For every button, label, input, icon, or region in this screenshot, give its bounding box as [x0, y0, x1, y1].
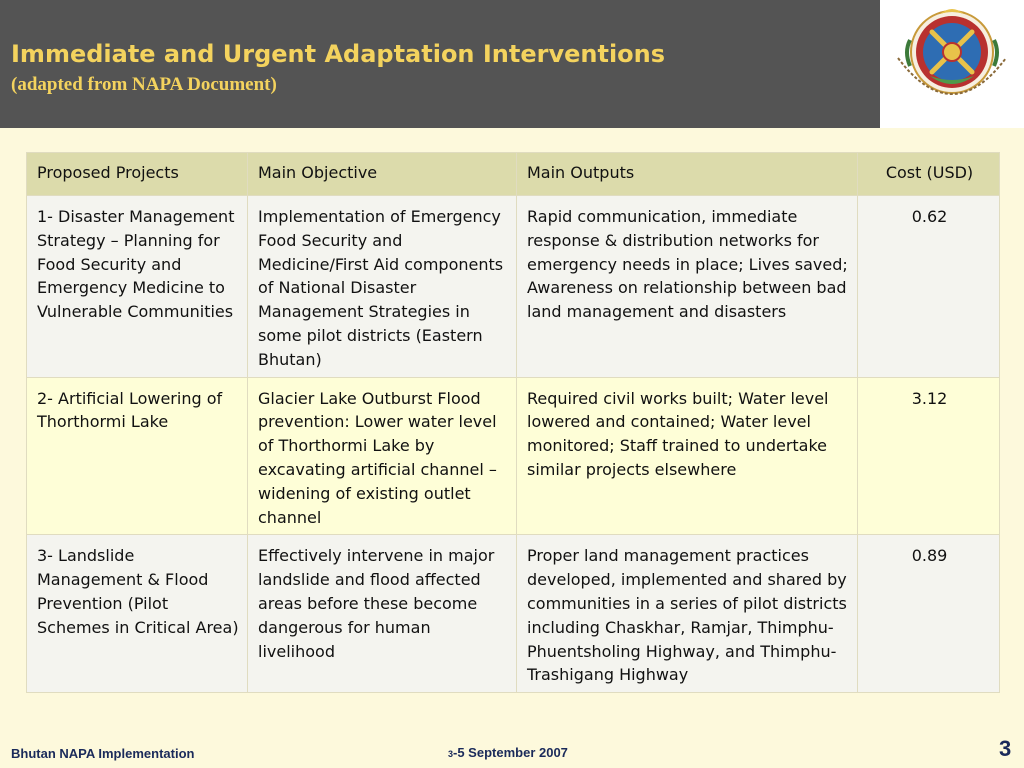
- table-row: [27, 535, 1000, 693]
- title-banner: [0, 0, 880, 128]
- project-cell: 3- Landslide Management & Flood Prevention (Pilot Schemes in Critical Area): [27, 535, 248, 693]
- footer-date-main: -5 September 2007: [453, 745, 568, 760]
- outputs-cell: Proper land management practices developed, implemented and shared by communities in a series of pilot districts including Chaskhar, Ramjar, Thimphu-Phuentsholing Highway, and Thimphu-Trashigang Highway: [517, 535, 858, 693]
- outputs-cell: Required civil works built; Water level lowered and contained; Water level monitored; Staff trained to undertake similar projects elsewhere: [517, 377, 858, 535]
- objective-cell: Implementation of Emergency Food Security and Medicine/First Aid components of National Disaster Management Strategies in some pilot districts (Eastern Bhutan): [248, 196, 517, 378]
- header-proposed-projects: Proposed Projects: [27, 153, 248, 196]
- slide-subtitle: (adapted from NAPA Document): [11, 74, 277, 95]
- cost-cell: 0.89: [858, 535, 1000, 693]
- project-cell: 2- Artificial Lowering of Thorthormi Lake: [27, 377, 248, 535]
- bhutan-emblem-icon: [880, 0, 1024, 128]
- footer-organization: Bhutan NAPA Implementation: [11, 746, 195, 761]
- header-main-outputs: Main Outputs: [517, 153, 858, 196]
- cost-cell: 0.62: [858, 196, 1000, 378]
- project-cell: 1- Disaster Management Strategy – Planning for Food Security and Emergency Medicine to Vulnerable Communities: [27, 196, 248, 378]
- page-number: 3: [999, 736, 1012, 761]
- header-main-objective: Main Objective: [248, 153, 517, 196]
- table-header-row: [27, 153, 1000, 196]
- footer-date: [448, 745, 568, 760]
- table-row: [27, 196, 1000, 378]
- cost-cell: 3.12: [858, 377, 1000, 535]
- table-row: [27, 377, 1000, 535]
- objective-cell: Effectively intervene in major landslide and flood affected areas before these become dangerous for human livelihood: [248, 535, 517, 693]
- footer-date-prefix: 3: [448, 749, 454, 759]
- logo-panel: [880, 0, 1024, 128]
- outputs-cell: Rapid communication, immediate response & distribution networks for emergency needs in place; Lives saved; Awareness on relationship between bad land management and disasters: [517, 196, 858, 378]
- slide-title: Immediate and Urgent Adaptation Interventions: [11, 40, 666, 68]
- header-cost: Cost (USD): [858, 153, 1000, 196]
- projects-table: [26, 152, 1000, 693]
- objective-cell: Glacier Lake Outburst Flood prevention: Lower water level of Thorthormi Lake by excavating artificial channel – widening of existing outlet channel: [248, 377, 517, 535]
